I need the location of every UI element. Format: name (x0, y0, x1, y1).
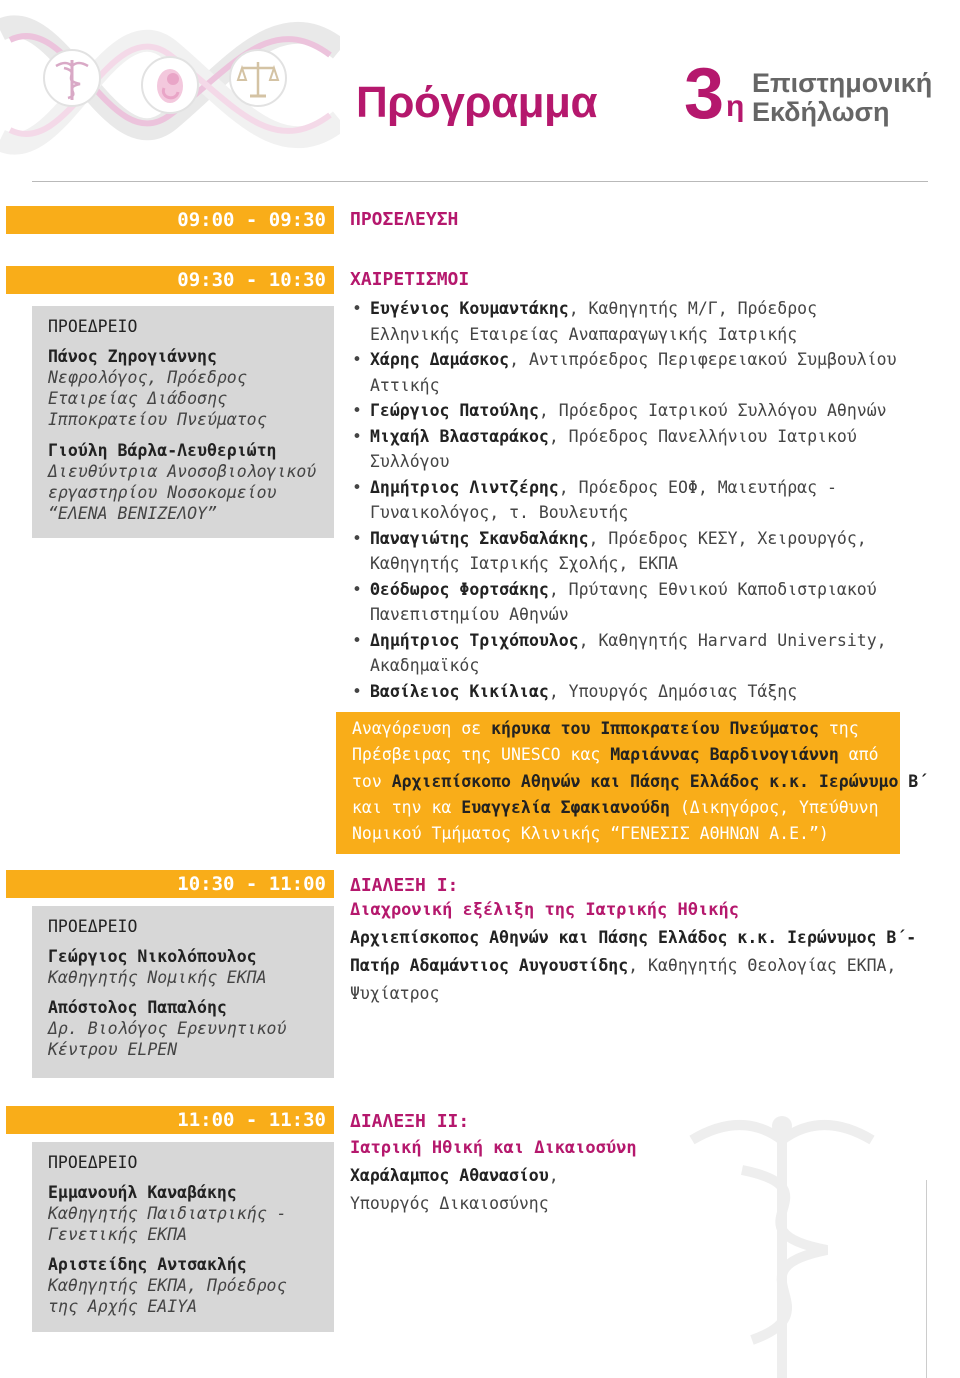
presidium-label: ΠΡΟΕΔΡΕΙΟ (48, 1153, 138, 1172)
section-title-1: ΠΡΟΣΕΛΕΥΣΗ (350, 209, 459, 230)
presidium-box-4 (32, 1142, 334, 1332)
event-label-line1: Επιστημονική (752, 68, 933, 98)
section-title-4: ΔΙΑΛΕΞΗ ΙΙ: (350, 1111, 470, 1132)
chair-name: Αριστείδης Αντσακλής (48, 1255, 247, 1274)
chair-role: Καθηγητής ΕΚΠΑ, Πρόεδρος (48, 1276, 287, 1295)
speaker-line: Χαράλαμπος Αθανασίου, (350, 1166, 559, 1185)
honor-line: τον Αρχιεπίσκοπο Αθηνών και Πάσης Ελλάδος κ.κ. Ιερώνυμο Β΄ (352, 772, 929, 791)
honor-announcement-box (336, 712, 929, 854)
chair-role: Κέντρου ELPEN (48, 1040, 178, 1059)
list-item: • Γεώργιος Πατούλης, Πρόεδρος Ιατρικού Συλλόγου Αθηνών (350, 398, 910, 424)
chair-role: Δρ. Βιολόγος Ερευνητικού (48, 1019, 287, 1038)
time-label-2: 09:30 - 10:30 (177, 269, 326, 291)
bullet-icon: • (352, 630, 362, 650)
greetings-list (350, 296, 910, 704)
honor-line: Πρέσβειρας της UNESCO κας Μαριάννας Βαρδινογιάννη από (352, 745, 879, 764)
chair-role: Καθηγητής Παιδιατρικής - (48, 1204, 287, 1223)
presidium-label: ΠΡΟΕΔΡΕΙΟ (48, 917, 138, 936)
chair-name: Γεώργιος Νικολόπουλος (48, 947, 257, 966)
chair-name: Πάνος Ζηρογιάννης (48, 347, 217, 366)
presidium-box-3 (32, 906, 334, 1078)
bullet-icon: • (352, 350, 362, 369)
presidium-box-2 (32, 306, 334, 538)
chair-role: Καθηγητής Νομικής ΕΚΠΑ (48, 968, 267, 987)
bullet-icon: • (352, 426, 362, 446)
chair-role: Εταιρείας Διάδοσης (48, 389, 227, 408)
caduceus-watermark-icon (632, 1100, 932, 1378)
time-bar-1 (6, 206, 334, 234)
caduceus-icon (52, 56, 92, 102)
chair-role: Νεφρολόγος, Πρόεδρος (48, 368, 247, 387)
time-label-4: 11:00 - 11:30 (177, 1109, 326, 1131)
speaker-line: Πατήρ Αδαμάντιος Αυγουστίδης, Καθηγητής Θεολογίας ΕΚΠΑ, (350, 956, 897, 975)
chair-name: Απόστολος Παπαλόης (48, 998, 227, 1017)
time-bar-3 (6, 870, 334, 898)
chair-name: Γιούλη Βάρλα-Λευθεριώτη (48, 441, 277, 460)
list-item: • Δημήτριος Τριχόπουλος, Καθηγητής Harvard University, Ακαδημαϊκός (350, 628, 910, 679)
bullet-icon: • (352, 579, 362, 599)
lecture-title-2: Ιατρική Ηθική και Δικαιοσύνη (350, 1138, 637, 1158)
time-bar-2 (6, 266, 334, 294)
speaker-line: Υπουργός Δικαιοσύνης (350, 1194, 549, 1213)
event-number: 3 (684, 54, 721, 134)
list-item: • Βασίλειος Κικίλιας, Υπουργός Δημόσιας Τάξης (350, 679, 910, 705)
presidium-label: ΠΡΟΕΔΡΕΙΟ (48, 317, 138, 336)
chair-role: Διευθύντρια Ανοσοβιολογικού (48, 462, 317, 481)
honor-line: Αναγόρευση σε κήρυκα του Ιπποκρατείου Πνεύματος της (352, 719, 859, 738)
bullet-icon: • (352, 528, 362, 548)
scales-icon (236, 58, 280, 100)
chair-role: Ιπποκρατείου Πνεύματος (48, 410, 267, 429)
event-label-line2: Εκδήλωση (752, 97, 890, 127)
chair-role: εργαστηρίου Νοσοκομείου (48, 483, 277, 502)
time-label-1: 09:00 - 09:30 (177, 209, 326, 231)
chair-name: Εμμανουήλ Καναβάκης (48, 1183, 237, 1202)
bullet-icon: • (352, 477, 362, 497)
header-divider (32, 181, 928, 182)
section-title-2: ΧΑΙΡΕΤΙΣΜΟΙ (350, 269, 470, 290)
list-item: • Χάρης Δαμάσκος, Αντιπρόεδρος Περιφερειακού Συμβουλίου Αττικής (350, 347, 910, 398)
section-title-3: ΔΙΑΛΕΞΗ Ι: (350, 875, 459, 896)
chair-role: Γενετικής ΕΚΠΑ (48, 1225, 188, 1244)
chair-role: της Αρχής ΕΑΙΥΑ (48, 1297, 198, 1316)
bullet-icon: • (352, 401, 362, 420)
bullet-icon: • (352, 299, 362, 318)
list-item: • Παναγιώτης Σκανδαλάκης, Πρόεδρος ΚΕΣΥ, Χειρουργός, Καθηγητής Ιατρικής Σχολής, ΕΚΠΑ (350, 526, 910, 577)
chair-role: “ΕΛΕΝΑ ΒΕΝΙΖΕΛΟΥ” (48, 504, 217, 523)
time-bar-4 (6, 1106, 334, 1134)
speaker-line: Ψυχίατρος (350, 984, 440, 1003)
list-item: • Θεόδωρος Φορτσάκης, Πρύτανης Εθνικού Καποδιστριακού Πανεπιστημίου Αθηνών (350, 577, 910, 628)
speaker-line: Αρχιεπίσκοπος Αθηνών και Πάσης Ελλάδος κ.κ. Ιερώνυμος Β΄- (350, 928, 917, 947)
embryo-icon (150, 64, 190, 108)
honor-line: και την κα Ευαγγελία Σφακιανούδη (Δικηγόρος, Υπεύθυνη (352, 798, 879, 817)
page-title: Πρόγραμμα (356, 78, 598, 127)
list-item: • Δημήτριος Λιντζέρης, Πρόεδρος ΕΟΦ, Μαιευτήρας - Γυναικολόγος, τ. Βουλευτής (350, 475, 910, 526)
honor-line: Νομικού Τμήματος Κλινικής “ΓΕΝΕΣΙΣ ΑΘΗΝΩΝ Α.Ε.”) (352, 824, 829, 843)
lecture-title-1: Διαχρονική εξέλιξη της Ιατρικής Ηθικής (350, 900, 739, 920)
bullet-icon: • (352, 681, 362, 701)
event-number-suffix: η (726, 90, 745, 123)
list-item: • Ευγένιος Κουμαντάκης, Καθηγητής Μ/Γ, Πρόεδρος Ελληνικής Εταιρείας Αναπαραγωγικής Ιατρικής (350, 296, 910, 347)
page-edge-line (926, 1180, 927, 1378)
time-label-3: 10:30 - 11:00 (177, 873, 326, 895)
list-item: • Μιχαήλ Βλασταράκος, Πρόεδρος Πανελλήνιου Ιατρικού Συλλόγου (350, 424, 910, 475)
